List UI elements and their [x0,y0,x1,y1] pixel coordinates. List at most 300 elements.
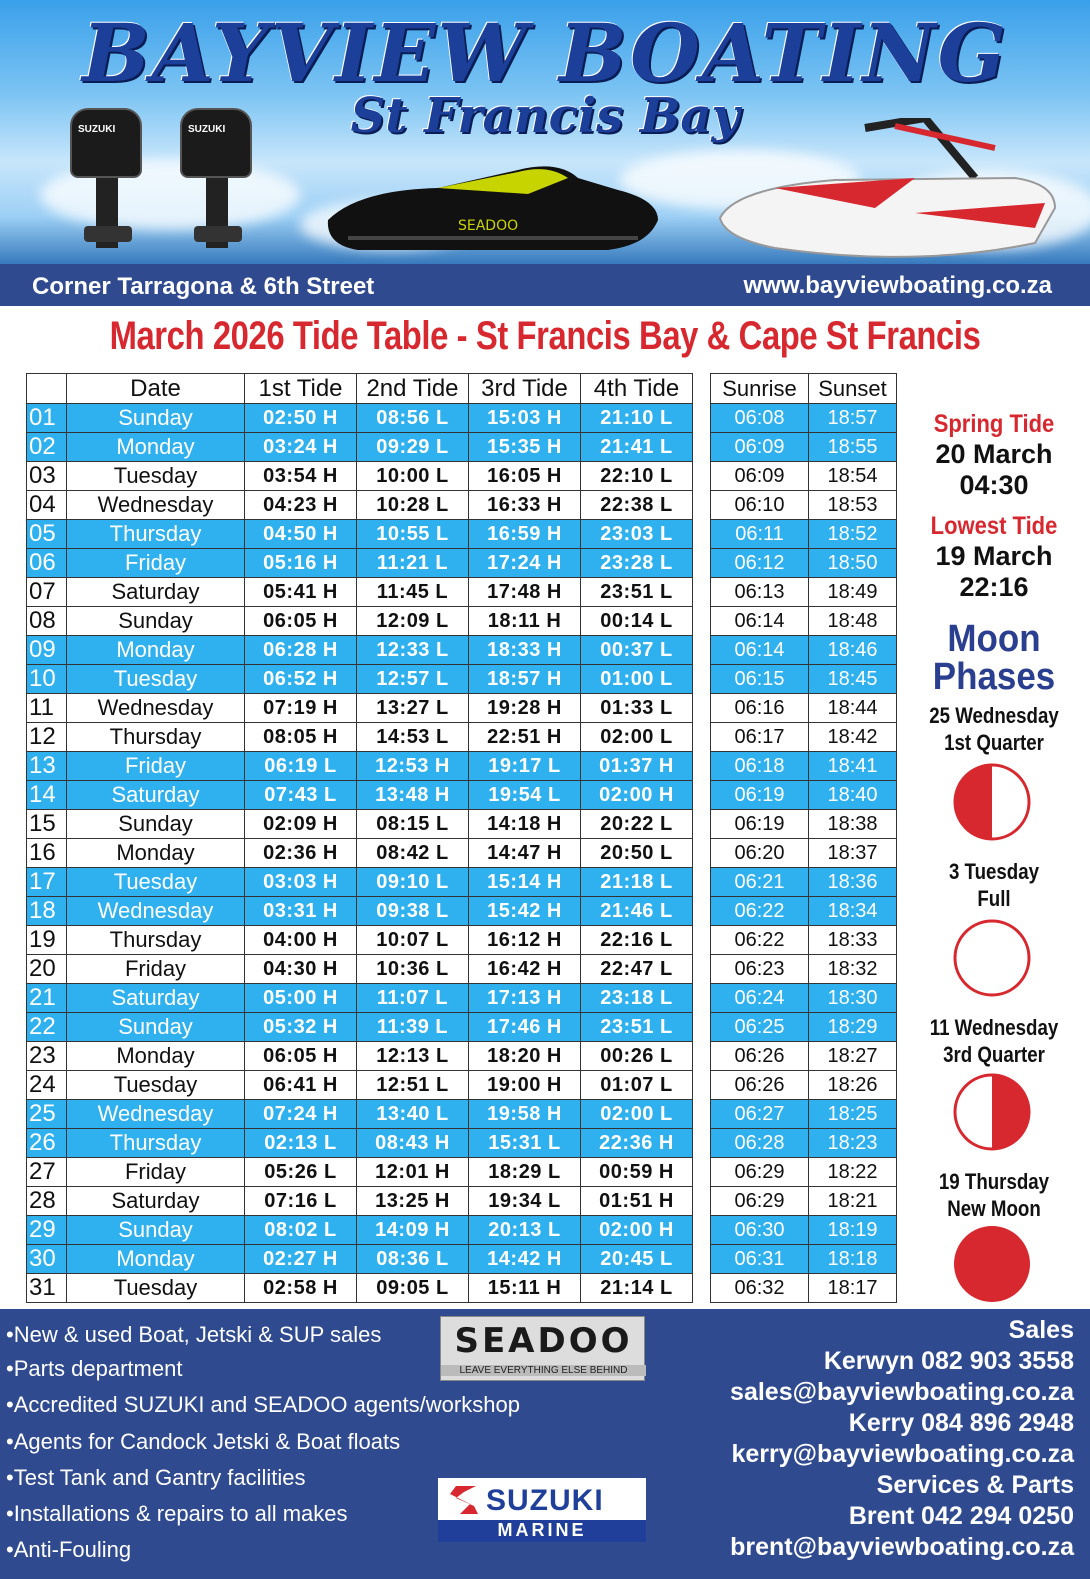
table-row [27,1274,693,1303]
table-row [27,404,693,433]
sunrise-cell: 06:22 [711,897,809,926]
sunset-cell: 18:17 [809,1274,897,1303]
tide-table [26,373,693,1303]
feature-item: •Test Tank and Gantry facilities [6,1465,306,1490]
sunset-cell: 18:32 [809,955,897,984]
tide-3-cell: 20:13 L [469,1216,581,1245]
day-cell: 23 [27,1042,67,1071]
lowest-tide-time: 22:16 [959,572,1029,602]
tide-4-cell: 23:03 L [581,520,693,549]
motor-brand-label: SUZUKI [78,124,116,135]
tide-3-cell: 15:11 H [469,1274,581,1303]
table-row [711,549,897,578]
tide-1-cell: 02:58 H [245,1274,357,1303]
table-row [27,520,693,549]
tide-1-cell: 04:30 H [245,955,357,984]
sunset-cell: 18:21 [809,1187,897,1216]
sunrise-cell: 06:17 [711,723,809,752]
seadoo-tagline: LEAVE EVERYTHING ELSE BEHIND [441,1365,646,1376]
day-cell: 05 [27,520,67,549]
day-cell: 30 [27,1245,67,1274]
moon-phase-date: 3 Tuesday [948,859,1040,884]
table-row [27,1042,693,1071]
day-cell: 19 [27,926,67,955]
day-cell: 14 [27,781,67,810]
jetski-image [318,150,663,260]
weekday-cell: Friday [67,549,245,578]
sunset-cell: 18:54 [809,462,897,491]
day-cell: 07 [27,578,67,607]
tide-3-cell: 19:34 L [469,1187,581,1216]
tide-4-cell: 22:10 L [581,462,693,491]
sunset-cell: 18:34 [809,897,897,926]
jetski-brand-label: SEADOO [458,218,519,234]
weekday-cell: Friday [67,955,245,984]
table-row [711,839,897,868]
day-cell: 31 [27,1274,67,1303]
table-row [27,984,693,1013]
sunrise-cell: 06:12 [711,549,809,578]
contact-phone[interactable]: Kerry 084 896 2948 [848,1409,1074,1437]
tide-1-cell: 07:43 L [245,781,357,810]
table-row [711,694,897,723]
weekday-cell: Saturday [67,781,245,810]
table-row [711,636,897,665]
tide-3-cell: 14:47 H [469,839,581,868]
sunrise-cell: 06:15 [711,665,809,694]
moon-phase-label [904,702,1084,756]
third-quarter-moon-icon [952,1072,1032,1152]
table-row [711,1245,897,1274]
table-row [711,1158,897,1187]
day-cell: 24 [27,1071,67,1100]
table-row [711,897,897,926]
column-header-sunset: Sunset [809,374,897,404]
sunset-cell: 18:49 [809,578,897,607]
table-row [27,462,693,491]
tide-4-cell: 01:51 H [581,1187,693,1216]
table-row [711,607,897,636]
day-cell: 25 [27,1100,67,1129]
tide-4-cell: 20:22 L [581,810,693,839]
table-row [27,1071,693,1100]
moon-phases-heading [904,620,1084,696]
tide-3-cell: 19:58 H [469,1100,581,1129]
tide-3-cell: 15:42 H [469,897,581,926]
day-cell: 10 [27,665,67,694]
tide-2-cell: 13:48 H [357,781,469,810]
moon-phase-label [904,1014,1084,1068]
tide-4-cell: 02:00 H [581,781,693,810]
weekday-cell: Sunday [67,1216,245,1245]
table-row [27,694,693,723]
tide-4-cell: 01:07 L [581,1071,693,1100]
tide-3-cell: 19:00 H [469,1071,581,1100]
weekday-cell: Friday [67,752,245,781]
tide-3-cell: 15:35 H [469,433,581,462]
tide-1-cell: 06:52 H [245,665,357,694]
tide-1-cell: 06:05 H [245,1042,357,1071]
table-row [711,1071,897,1100]
table-row [711,926,897,955]
suzuki-logo-sub: MARINE [438,1520,646,1542]
day-cell: 01 [27,404,67,433]
weekday-cell: Monday [67,433,245,462]
tide-3-cell: 14:18 H [469,810,581,839]
table-row [711,723,897,752]
tide-3-cell: 17:46 H [469,1013,581,1042]
weekday-cell: Tuesday [67,1274,245,1303]
tide-4-cell: 02:00 H [581,1216,693,1245]
weekday-cell: Monday [67,1245,245,1274]
tide-1-cell: 02:09 H [245,810,357,839]
tide-3-cell: 17:13 H [469,984,581,1013]
weekday-cell: Monday [67,1042,245,1071]
table-row [27,665,693,694]
sunrise-cell: 06:08 [711,404,809,433]
table-row [27,926,693,955]
moon-phases-title-2: Phases [932,656,1056,698]
motor-brand-label: SUZUKI [188,124,226,135]
table-row [27,752,693,781]
tide-1-cell: 05:00 H [245,984,357,1013]
day-cell: 13 [27,752,67,781]
tide-4-cell: 02:00 L [581,723,693,752]
day-cell: 21 [27,984,67,1013]
tide-4-cell: 21:46 L [581,897,693,926]
sunset-cell: 18:19 [809,1216,897,1245]
tide-1-cell: 02:13 L [245,1129,357,1158]
weekday-cell: Saturday [67,578,245,607]
sunrise-cell: 06:22 [711,926,809,955]
spring-tide-time: 04:30 [959,470,1029,500]
tide-4-cell: 21:14 L [581,1274,693,1303]
tide-4-cell: 01:00 L [581,665,693,694]
tide-2-cell: 08:15 L [357,810,469,839]
tide-1-cell: 02:36 H [245,839,357,868]
table-row [711,433,897,462]
day-cell: 16 [27,839,67,868]
tide-2-cell: 10:00 L [357,462,469,491]
tide-3-cell: 16:42 H [469,955,581,984]
seadoo-logo [440,1316,645,1381]
tide-4-cell: 23:18 L [581,984,693,1013]
table-row [711,868,897,897]
tide-4-cell: 22:36 H [581,1129,693,1158]
tide-1-cell: 06:41 H [245,1071,357,1100]
contact-email[interactable]: brent@bayviewboating.co.za [730,1533,1074,1561]
weekday-cell: Thursday [67,1129,245,1158]
feature-item: •Installations & repairs to all makes [6,1501,348,1526]
sunrise-cell: 06:16 [711,694,809,723]
tide-4-cell: 20:45 L [581,1245,693,1274]
sunset-cell: 18:29 [809,1013,897,1042]
sunset-cell: 18:30 [809,984,897,1013]
weekday-cell: Saturday [67,1187,245,1216]
weekday-cell: Saturday [67,984,245,1013]
tide-2-cell: 12:57 L [357,665,469,694]
sunrise-cell: 06:18 [711,752,809,781]
sunrise-cell: 06:28 [711,1129,809,1158]
weekday-cell: Tuesday [67,868,245,897]
tide-3-cell: 19:54 L [469,781,581,810]
tide-3-cell: 18:20 H [469,1042,581,1071]
table-row [711,984,897,1013]
spring-tide-block [904,410,1084,501]
day-cell: 06 [27,549,67,578]
tide-3-cell: 18:33 H [469,636,581,665]
feature-item: •Accredited SUZUKI and SEADOO agents/workshop [6,1392,520,1417]
tide-1-cell: 05:16 H [245,549,357,578]
tide-1-cell: 02:27 H [245,1245,357,1274]
table-row [711,1042,897,1071]
tide-4-cell: 20:50 L [581,839,693,868]
sunrise-cell: 06:25 [711,1013,809,1042]
sunrise-cell: 06:26 [711,1071,809,1100]
weekday-cell: Sunday [67,1013,245,1042]
tide-1-cell: 05:26 L [245,1158,357,1187]
tide-1-cell: 08:05 H [245,723,357,752]
suzuki-marine-logo [438,1478,646,1542]
sunset-cell: 18:41 [809,752,897,781]
moon-phase-label [904,858,1084,912]
lowest-tide-label: Lowest Tide [930,512,1058,540]
table-row [711,665,897,694]
weekday-cell: Sunday [67,607,245,636]
table-row [27,1100,693,1129]
table-row [711,1100,897,1129]
table-row [27,1245,693,1274]
tide-2-cell: 08:43 H [357,1129,469,1158]
sunset-cell: 18:27 [809,1042,897,1071]
header-banner [0,0,1090,270]
tide-3-cell: 19:28 H [469,694,581,723]
brand-title: BAYVIEW BOATING [82,6,1008,100]
sunset-cell: 18:33 [809,926,897,955]
feature-item: •New & used Boat, Jetski & SUP sales [6,1322,382,1347]
tide-3-cell: 16:05 H [469,462,581,491]
day-cell: 02 [27,433,67,462]
tide-3-cell: 22:51 H [469,723,581,752]
sunset-cell: 18:50 [809,549,897,578]
sunset-cell: 18:57 [809,404,897,433]
table-row [27,810,693,839]
sunrise-cell: 06:32 [711,1274,809,1303]
sunset-cell: 18:42 [809,723,897,752]
tide-3-cell: 17:24 H [469,549,581,578]
tide-1-cell: 03:54 H [245,462,357,491]
weekday-cell: Sunday [67,810,245,839]
table-row [711,491,897,520]
contact-phone[interactable]: Brent 042 294 0250 [848,1502,1074,1530]
tide-2-cell: 09:38 L [357,897,469,926]
tide-2-cell: 13:27 L [357,694,469,723]
moon-phase-name: 1st Quarter [944,730,1044,755]
tide-1-cell: 05:32 H [245,1013,357,1042]
weekday-cell: Wednesday [67,694,245,723]
table-row [711,752,897,781]
tide-1-cell: 07:19 H [245,694,357,723]
table-row [711,810,897,839]
day-cell: 15 [27,810,67,839]
lowest-tide-block [904,512,1084,603]
sunset-cell: 18:37 [809,839,897,868]
tide-3-cell: 15:03 H [469,404,581,433]
contact-heading-sales: Sales [1008,1316,1074,1344]
tide-3-cell: 18:57 H [469,665,581,694]
tide-2-cell: 10:28 L [357,491,469,520]
sunset-cell: 18:55 [809,433,897,462]
weekday-cell: Monday [67,636,245,665]
tide-2-cell: 11:21 L [357,549,469,578]
weekday-cell: Thursday [67,926,245,955]
day-cell: 03 [27,462,67,491]
sunset-cell: 18:25 [809,1100,897,1129]
day-cell: 08 [27,607,67,636]
tide-3-cell: 14:42 H [469,1245,581,1274]
sunrise-cell: 06:30 [711,1216,809,1245]
column-header-tide-4: 4th Tide [581,374,693,404]
weekday-cell: Sunday [67,404,245,433]
table-row [711,578,897,607]
tide-4-cell: 01:33 L [581,694,693,723]
outboard-motor-image [180,108,252,258]
feature-item: •Anti-Fouling [6,1537,132,1562]
tide-4-cell: 23:51 L [581,578,693,607]
tide-2-cell: 14:53 L [357,723,469,752]
table-row [27,839,693,868]
table-row [27,723,693,752]
table-row [711,404,897,433]
table-row [711,781,897,810]
address-bar [0,264,1090,306]
weekday-cell: Thursday [67,520,245,549]
tide-1-cell: 08:02 L [245,1216,357,1245]
table-row [27,1187,693,1216]
first-quarter-moon-icon [952,762,1032,842]
tide-3-cell: 18:11 H [469,607,581,636]
column-header-day [27,374,67,404]
sunrise-cell: 06:14 [711,607,809,636]
sunrise-cell: 06:27 [711,1100,809,1129]
sunrise-cell: 06:23 [711,955,809,984]
sunset-cell: 18:44 [809,694,897,723]
tide-1-cell: 05:41 H [245,578,357,607]
column-header-date: Date [67,374,245,404]
sunrise-cell: 06:19 [711,810,809,839]
day-cell: 09 [27,636,67,665]
sunset-cell: 18:38 [809,810,897,839]
sunrise-cell: 06:26 [711,1042,809,1071]
tide-4-cell: 21:18 L [581,868,693,897]
suzuki-logo-word: SUZUKI [486,1484,604,1517]
tide-2-cell: 12:13 L [357,1042,469,1071]
tide-1-cell: 03:31 H [245,897,357,926]
sunset-cell: 18:46 [809,636,897,665]
table-row [711,462,897,491]
sunrise-cell: 06:31 [711,1245,809,1274]
table-row [27,1216,693,1245]
tide-1-cell: 07:24 H [245,1100,357,1129]
suzuki-s-icon [446,1482,482,1518]
tide-3-cell: 15:31 L [469,1129,581,1158]
sunset-cell: 18:36 [809,868,897,897]
table-row [27,433,693,462]
day-cell: 29 [27,1216,67,1245]
tide-4-cell: 21:41 L [581,433,693,462]
day-cell: 12 [27,723,67,752]
contact-heading-services: Services & Parts [876,1471,1074,1499]
day-cell: 27 [27,1158,67,1187]
table-row [27,549,693,578]
tide-4-cell: 00:37 L [581,636,693,665]
sunrise-cell: 06:19 [711,781,809,810]
table-row [27,897,693,926]
weekday-cell: Wednesday [67,1100,245,1129]
column-header-tide-3: 3rd Tide [469,374,581,404]
table-row [711,1187,897,1216]
spring-tide-label: Spring Tide [933,410,1055,438]
brand-location: St Francis Bay [350,88,740,144]
sunrise-cell: 06:21 [711,868,809,897]
sunrise-cell: 06:09 [711,462,809,491]
table-row [711,1013,897,1042]
table-row [27,781,693,810]
weekday-cell: Thursday [67,723,245,752]
table-row [27,1158,693,1187]
sunrise-cell: 06:20 [711,839,809,868]
tide-2-cell: 09:29 L [357,433,469,462]
sunrise-cell: 06:14 [711,636,809,665]
tide-2-cell: 12:01 H [357,1158,469,1187]
speedboat-image [715,118,1060,268]
tide-4-cell: 00:59 H [581,1158,693,1187]
moon-phase-date: 25 Wednesday [929,703,1059,728]
tide-1-cell: 07:16 L [245,1187,357,1216]
weekday-cell: Friday [67,1158,245,1187]
table-row [27,491,693,520]
moon-phase-name: 3rd Quarter [943,1042,1045,1067]
table-row [27,636,693,665]
sunrise-cell: 06:24 [711,984,809,1013]
moon-phase-date: 19 Thursday [938,1169,1050,1194]
tide-1-cell: 02:50 H [245,404,357,433]
tide-4-cell: 22:38 L [581,491,693,520]
moon-phase-label [904,1168,1084,1222]
sunset-cell: 18:53 [809,491,897,520]
table-row [27,868,693,897]
column-header-tide-1: 1st Tide [245,374,357,404]
spring-tide-date: 20 March [935,439,1053,469]
weekday-cell: Tuesday [67,665,245,694]
tide-4-cell: 00:14 L [581,607,693,636]
tide-3-cell: 18:29 L [469,1158,581,1187]
tide-2-cell: 12:53 H [357,752,469,781]
contact-phone[interactable]: Kerwyn 082 903 3558 [823,1347,1074,1375]
tide-4-cell: 23:28 L [581,549,693,578]
tide-1-cell: 06:19 L [245,752,357,781]
day-cell: 22 [27,1013,67,1042]
street-address: Corner Tarragona & 6th Street [32,273,375,300]
website-link[interactable]: www.bayviewboating.co.za [743,272,1052,299]
contact-email[interactable]: sales@bayviewboating.co.za [730,1378,1074,1406]
table-row [27,607,693,636]
weekday-cell: Wednesday [67,897,245,926]
sunrise-cell: 06:09 [711,433,809,462]
sunset-cell: 18:22 [809,1158,897,1187]
sunrise-cell: 06:29 [711,1187,809,1216]
contact-email[interactable]: kerry@bayviewboating.co.za [731,1440,1074,1468]
